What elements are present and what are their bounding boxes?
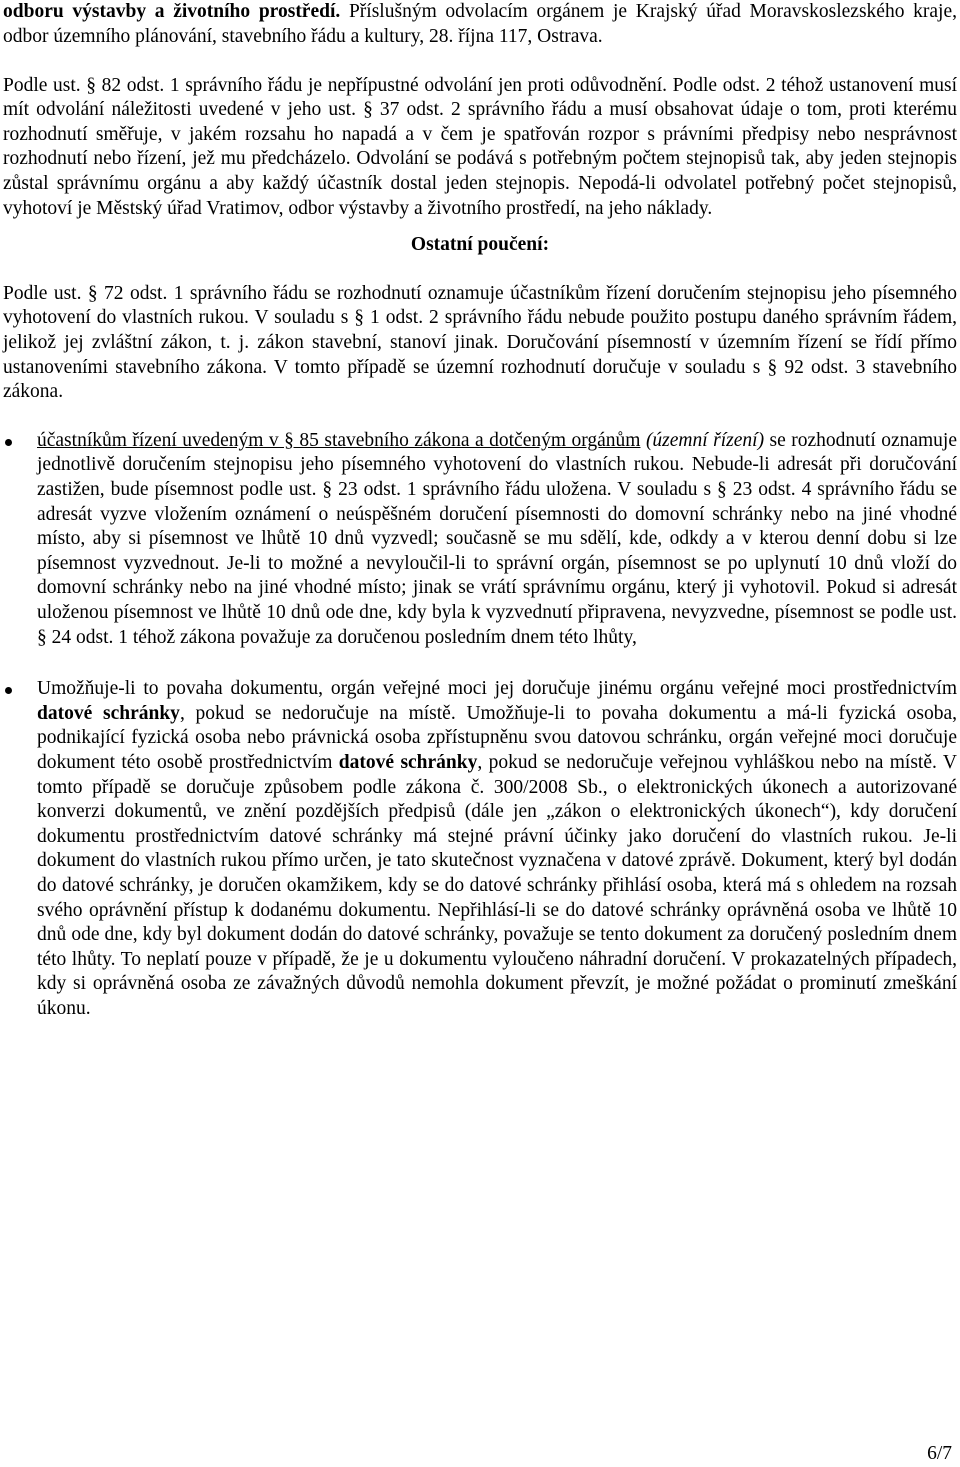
paragraph-text: Umožňuje-li to povaha dokumentu, orgán veřejné moci jej doručuje jinému orgánu veřejné moci prostřednictvím [37,678,957,700]
bold-text: datové schránky [37,702,180,724]
bullet-text [37,429,957,650]
paragraph-text: , pokud se nedoručuje na místě. Umožňuje-li to povaha dokumentu a má-li fyzická osoba, podnikající fyzická osoba nebo právnická osoba zpřístupněnu svou datovou schránku, orgán veřejné moci doručuje dokument této osobě prostřednictvím [37,702,957,773]
paragraph-appeal-authority [3,0,957,49]
bold-text: datové schránky [338,751,478,773]
bullet-icon [5,687,12,694]
bold-lead-text: odboru výstavby a životního prostředí. [3,1,341,22]
bullet-icon [5,439,12,446]
section-heading: Ostatní poučení: [410,234,550,256]
underlined-text: účastníkům řízení uvedeným v § 85 stavebního zákona a dotčeným orgánům [37,429,641,451]
paragraph-appeal-requirements: Podle ust. § 82 odst. 1 správního řádu je nepřípustné odvolání jen proti odůvodnění. Podle odst. 2 téhož ustanovení musí mít odvolání náležitosti uvedené v jeho ust. § 37 odst. 2 správního řádu a musí obsahovat údaje o tom, proti kterému rozhodnutí směřuje, v jakém rozsahu ho napadá a v čem je spatřován rozpor s právními předpisy nebo nesprávnost rozhodnutí nebo řízení, jež mu předcházelo. Odvolání se podává s potřebným počtem stejnopisů tak, aby jeden stejnopis zůstal správnímu orgánu a aby každý účastník dostal jeden stejnopis. Nepodá-li odvolatel potřebný počet stejnopisů, vyhotoví je Městský úřad Vratimov, odbor výstavby a životního prostředí, na jeho náklady. [3,74,957,219]
bullet-item-data-box [3,677,957,1021]
italic-text: (územní řízení) [645,429,765,451]
bullet-text [37,677,957,1021]
bullet-item-participants [3,429,957,650]
paragraph-text: , pokud se nedoručuje veřejnou vyhláškou nebo na místě. V tomto případě se doručuje způsobem podle zákona č. 300/2008 Sb., o elektronických úkonech a autorizované konverzi dokumentů, ve znění pozdějších předpisů (dále jen „zákon o elektronických úkonech“), kdy doručení dokumentu prostřednictvím datové schránky má stejné právní účinky jako doručení do vlastních rukou. Je-li dokument do vlastních rukou přímo určen, je tato skutečnost vyznačena v datové zprávě. Dokument, který byl dodán do datové schránky, je doručen okamžikem, kdy se do datové schránky přihlásí osoba, která má s ohledem na rozsah svého oprávnění přístup k dodanému dokumentu. Nepřihlásí-li se do datové schránky oprávněná osoba ve lhůtě 10 dnů ode dne, kdy byl dokument dodán do datové schránky, považuje se tento dokument za doručený posledním dnem této lhůty. To neplatí pouze v případě, že je u dokumentu vyloučeno náhradní doručení. V prokazatelných případech, kdy si oprávněná osoba ze závažných důvodů nemohla dokument převzít, je možné požádat o prominutí zmeškání úkonu. [37,751,957,1019]
paragraph-text: se rozhodnutí oznamuje jednotlivě doručením stejnopisu jeho písemného vyhotovení do vlastních rukou. Nebude-li adresát při doručování zastižen, bude písemnost podle ust. § 23 odst. 1 správního řádu uložena. V souladu s § 23 odst. 4 správního řádu se adresát vyzve vložením oznámení o neúspěšném doručení písemnosti do domovní schránky nebo na jiné vhodné místo, aby si písemnost ve lhůtě 10 dnů vyzvedl; současně se mu sdělí, kde, odkdy a v kterou denní dobu si lze písemnost vyzvednout. Je-li to možné a nevyloučil-li to správní orgán, písemnost se po uplynutí 10 dnů vloží do domovní schránky nebo na jiné vhodné místo; jinak se vrátí správnímu orgánu, který ji vyhotovil. Pokud si adresát uloženou písemnost ve lhůtě 10 dnů ode dne, kdy byla k vyzvednutí připravena, nevyzvedne, písemnost se podle ust. § 24 odst. 1 téhož zákona považuje za doručenou posledním dnem této lhůty, [37,429,958,648]
page-number: 6/7 [927,1443,952,1464]
paragraph-text: Příslušným odvolacím orgánem je Krajský úřad Moravskoslezského kraje, odbor územního plánování, stavebního řádu a kultury, 28. října 117, Ostrava. [3,1,957,47]
paragraph-other-instructions: Podle ust. § 72 odst. 1 správního řádu se rozhodnutí oznamuje účastníkům řízení doručením stejnopisu jeho písemného vyhotovení do vlastních rukou. V souladu s § 1 odst. 2 správního řádu nebude použito postupu daného správním řádem, jelikož jej zvláštní zákon, t. j. zákon stavební, stanoví jinak. Doručování písemností v územním řízení se řídí přímo ustanoveními stavebního zákona. V tomto případě se územní rozhodnutí doručuje v souladu s § 92 odst. 3 stavebního zákona. [3,282,957,403]
